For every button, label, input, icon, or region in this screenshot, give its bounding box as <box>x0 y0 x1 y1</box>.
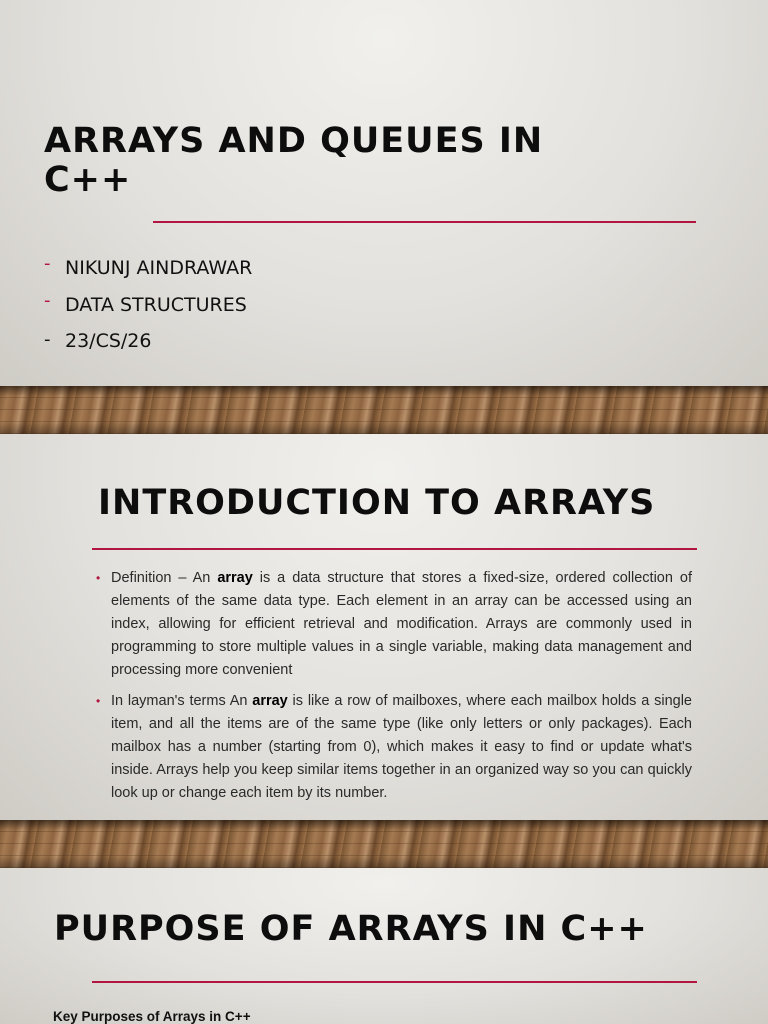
dash-bullet: - <box>44 253 51 274</box>
slide-3-title: PURPOSE OF ARRAYS IN C++ <box>54 909 648 949</box>
list-item: • Definition – An array is a data structure that stores a fixed-size, ordered collection of elements of the same data type. Each element in an array can be accessed using an index, allowing for efficient retrieval and modification. Arrays are commonly used in programming to store multiple values in a single variable, making data management and processing more convenient <box>96 567 692 682</box>
subtitle-item: - NIKUNJ AINDRAWAR <box>44 253 253 280</box>
subtitle-item: - 23/CS/26 <box>44 329 152 353</box>
dash-bullet: - <box>44 289 51 311</box>
wood-floor-separator <box>0 820 768 868</box>
list-item: • In layman's terms An array is like a row of mailboxes, where each mailbox holds a single item, and all the items are of the same type (like only letters or only packages). Each mailbox has a number (starting from 0), which makes it easy to find or update what's inside. Arrays help you keep similar items together in an organized way so you can quickly look up or change each item by its number. <box>96 690 692 805</box>
slide-3-divider <box>92 981 697 983</box>
slide-title <box>0 0 768 386</box>
slide-1-title-line-1: ARRAYS AND QUEUES IN <box>44 121 544 161</box>
slide-2-divider <box>92 548 697 550</box>
dash-bullet: - <box>44 329 51 350</box>
slide-2-title: INTRODUCTION TO ARRAYS <box>98 483 656 523</box>
slide-2-bullet-list <box>96 567 692 813</box>
wood-floor-separator <box>0 386 768 434</box>
subtitle-item: - DATA STRUCTURES <box>44 289 247 316</box>
slide-1-subtitle-list <box>44 250 252 360</box>
slide-1-divider <box>153 221 696 223</box>
slide-1-title <box>44 122 543 200</box>
slide-3-heading: Key Purposes of Arrays in C++ <box>53 1009 251 1024</box>
slide-1-title-line-2: C++ <box>44 160 132 201</box>
